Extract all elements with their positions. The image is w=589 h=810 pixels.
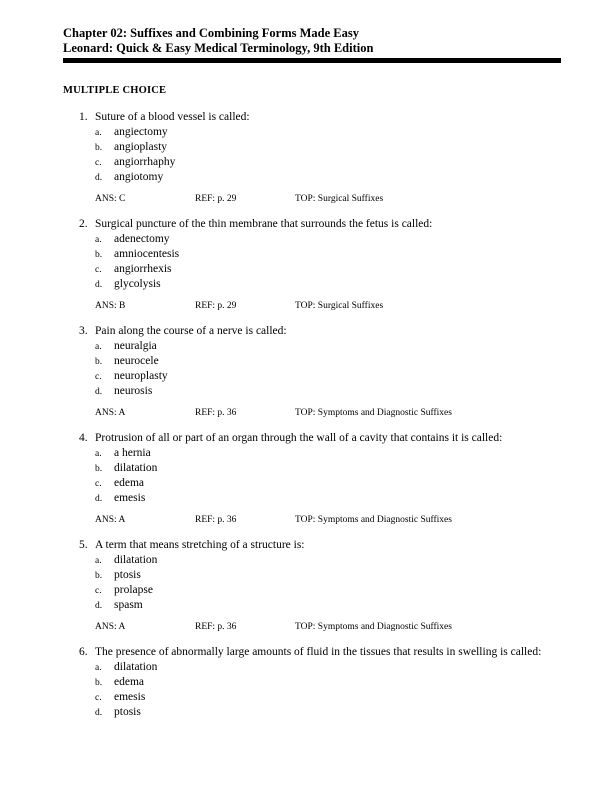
option-letter: c. — [95, 586, 102, 596]
option-text: angiectomy — [114, 126, 168, 138]
option-letter: c. — [95, 158, 102, 168]
answer-option — [95, 553, 563, 568]
question-number: 1. — [79, 111, 88, 123]
answer-option — [95, 339, 563, 354]
option-letter: c. — [95, 265, 102, 275]
answer-option — [95, 140, 563, 155]
answer-options — [95, 553, 563, 613]
answer-option — [95, 170, 563, 185]
option-letter: d. — [95, 601, 103, 611]
answer-option — [95, 446, 563, 461]
option-text: neurosis — [114, 385, 153, 397]
question-number: 2. — [79, 218, 88, 230]
question-text: The presence of abnormally large amounts of fluid in the tissues that results in swelling is called: — [95, 646, 542, 658]
option-text: adenectomy — [114, 233, 170, 245]
answer-option — [95, 690, 563, 705]
option-letter: b. — [95, 678, 103, 688]
section-title: MULTIPLE CHOICE — [63, 85, 167, 96]
option-text: prolapse — [114, 584, 153, 596]
answer-option — [95, 660, 563, 675]
topic-label: TOP: Symptoms and Diagnostic Suffixes — [295, 622, 452, 632]
answer-option — [95, 155, 563, 170]
answer-option — [95, 277, 563, 292]
question-item — [63, 325, 563, 419]
answer-option — [95, 705, 563, 720]
chapter-title: Chapter 02: Suffixes and Combining Forms Made Easy — [63, 26, 359, 40]
answer-key — [63, 407, 563, 419]
topic-label: TOP: Surgical Suffixes — [295, 194, 384, 204]
question-item — [63, 646, 563, 720]
answer-option — [95, 583, 563, 598]
option-text: glycolysis — [114, 278, 161, 290]
option-letter: b. — [95, 571, 103, 581]
question-spacer — [63, 633, 563, 646]
option-text: emesis — [114, 691, 146, 703]
question-stem — [63, 111, 563, 124]
option-letter: a. — [95, 556, 102, 566]
option-text: ptosis — [114, 706, 141, 718]
question-number: 6. — [79, 646, 88, 658]
question-number: 3. — [79, 325, 88, 337]
question-stem — [63, 218, 563, 231]
option-text: angiorrhaphy — [114, 156, 176, 168]
question-item — [63, 218, 563, 312]
option-text: neurocele — [114, 355, 159, 367]
answer-option — [95, 476, 563, 491]
option-letter: d. — [95, 280, 103, 290]
question-text: Protrusion of all or part of an organ through the wall of a cavity that contains it is called: — [95, 432, 503, 444]
answer-options — [95, 125, 563, 185]
option-letter: c. — [95, 479, 102, 489]
answer-options — [95, 446, 563, 506]
answer-option — [95, 262, 563, 277]
option-letter: a. — [95, 449, 102, 459]
option-text: ptosis — [114, 569, 141, 581]
answer-option — [95, 125, 563, 140]
answer-option — [95, 461, 563, 476]
answer-key — [63, 514, 563, 526]
answer-option — [95, 232, 563, 247]
question-spacer — [63, 205, 563, 218]
topic-label: TOP: Symptoms and Diagnostic Suffixes — [295, 408, 452, 418]
option-letter: d. — [95, 494, 103, 504]
question-text: A term that means stretching of a structure is: — [95, 539, 305, 551]
book-title: Leonard: Quick & Easy Medical Terminology, 9th Edition — [63, 41, 374, 55]
option-text: amniocentesis — [114, 248, 180, 260]
reference-label: REF: p. 36 — [195, 515, 237, 525]
option-text: dilatation — [114, 661, 158, 673]
question-number: 5. — [79, 539, 88, 551]
answer-option — [95, 369, 563, 384]
question-list — [63, 111, 563, 720]
header-rule — [63, 58, 561, 63]
question-item — [63, 539, 563, 633]
answer-label: ANS: A — [95, 515, 126, 525]
option-text: angiotomy — [114, 171, 164, 183]
option-letter: d. — [95, 708, 103, 718]
option-letter: b. — [95, 464, 103, 474]
option-text: a hernia — [114, 447, 151, 459]
option-text: angioplasty — [114, 141, 168, 153]
question-spacer — [63, 312, 563, 325]
answer-options — [95, 660, 563, 720]
question-item — [63, 111, 563, 205]
answer-option — [95, 354, 563, 369]
option-letter: a. — [95, 342, 102, 352]
answer-option — [95, 568, 563, 583]
option-text: dilatation — [114, 462, 158, 474]
question-text: Suture of a blood vessel is called: — [95, 111, 250, 123]
answer-option — [95, 384, 563, 399]
option-letter: a. — [95, 663, 102, 673]
question-stem — [63, 539, 563, 552]
answer-options — [95, 232, 563, 292]
answer-label: ANS: A — [95, 622, 126, 632]
question-text: Pain along the course of a nerve is called: — [95, 325, 287, 337]
option-letter: d. — [95, 173, 103, 183]
question-item — [63, 432, 563, 526]
topic-label: TOP: Surgical Suffixes — [295, 301, 384, 311]
question-number: 4. — [79, 432, 88, 444]
answer-label: ANS: B — [95, 301, 126, 311]
option-text: dilatation — [114, 554, 158, 566]
answer-option — [95, 491, 563, 506]
answer-label: ANS: C — [95, 194, 126, 204]
document-header — [63, 26, 563, 56]
option-text: angiorrhexis — [114, 263, 172, 275]
reference-label: REF: p. 29 — [195, 194, 237, 204]
option-text: edema — [114, 676, 145, 688]
option-letter: b. — [95, 357, 103, 367]
option-text: spasm — [114, 599, 143, 611]
option-letter: c. — [95, 372, 102, 382]
option-letter: a. — [95, 128, 102, 138]
option-text: neuroplasty — [114, 370, 168, 382]
option-letter: b. — [95, 143, 103, 153]
option-text: edema — [114, 477, 145, 489]
option-letter: b. — [95, 250, 103, 260]
answer-option — [95, 675, 563, 690]
answer-key — [63, 193, 563, 205]
option-text: neuralgia — [114, 340, 157, 352]
question-stem — [63, 646, 563, 659]
reference-label: REF: p. 29 — [195, 301, 237, 311]
question-spacer — [63, 419, 563, 432]
reference-label: REF: p. 36 — [195, 408, 237, 418]
option-letter: d. — [95, 387, 103, 397]
option-text: emesis — [114, 492, 146, 504]
reference-label: REF: p. 36 — [195, 622, 237, 632]
question-spacer — [63, 526, 563, 539]
topic-label: TOP: Symptoms and Diagnostic Suffixes — [295, 515, 452, 525]
question-stem — [63, 325, 563, 338]
answer-options — [95, 339, 563, 399]
answer-option — [95, 247, 563, 262]
answer-key — [63, 621, 563, 633]
option-letter: a. — [95, 235, 102, 245]
answer-label: ANS: A — [95, 408, 126, 418]
question-text: Surgical puncture of the thin membrane that surrounds the fetus is called: — [95, 218, 433, 230]
question-stem — [63, 432, 563, 445]
option-letter: c. — [95, 693, 102, 703]
answer-key — [63, 300, 563, 312]
answer-option — [95, 598, 563, 613]
